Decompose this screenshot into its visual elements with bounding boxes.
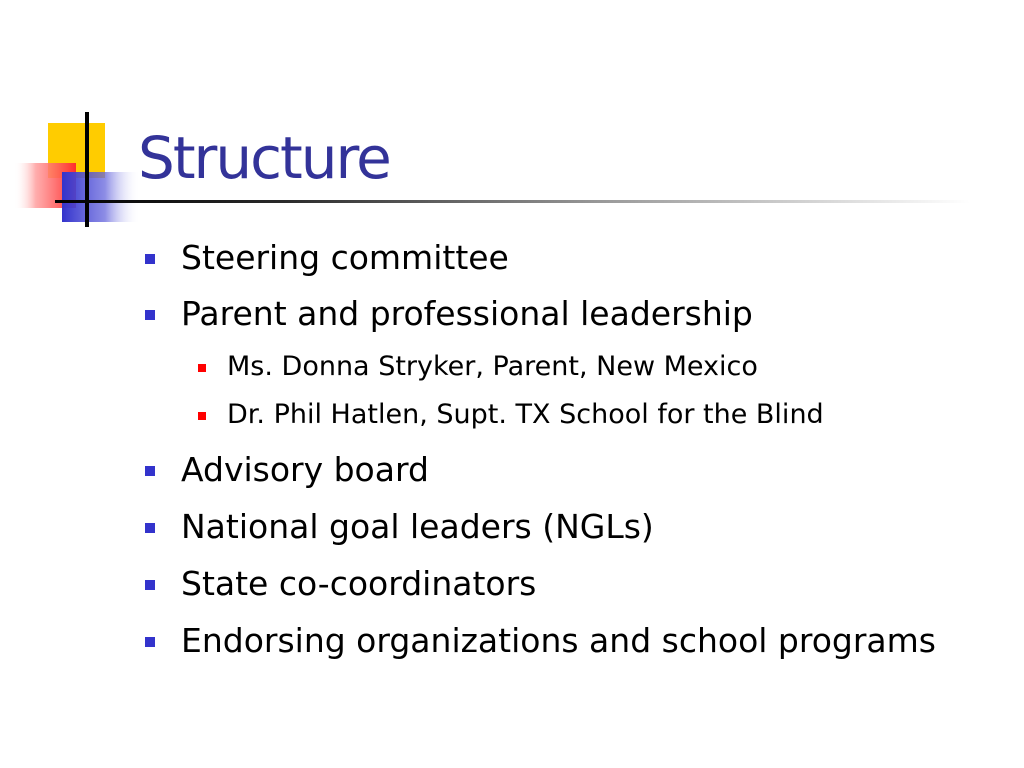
square-bullet-icon [145,580,155,590]
bullet-text: Steering committee [181,238,509,277]
bullet-text: State co-coordinators [181,564,537,603]
bullet-text: Parent and professional leadership [181,294,753,333]
bullet-item [181,564,536,604]
logo-vertical-line [85,112,89,227]
sub-bullet-item [227,350,758,384]
bullet-item [181,450,429,490]
slide-title: Structure [138,124,390,192]
title-underline [55,200,970,203]
bullet-text: Dr. Phil Hatlen, Supt. TX School for the Blind [227,399,824,430]
bullet-item [181,238,509,278]
bullet-text: National goal leaders (NGLs) [181,507,654,546]
bullet-text: Ms. Donna Stryker, Parent, New Mexico [227,351,758,382]
sub-bullet-item [227,398,824,432]
bullet-item [181,294,753,334]
decorative-squares-logo [0,0,160,240]
bullet-item [181,507,654,547]
square-bullet-icon [145,254,155,264]
square-bullet-icon [198,364,206,372]
square-bullet-icon [145,523,155,533]
logo-blue-square [62,172,140,222]
square-bullet-icon [145,310,155,320]
bullet-item [181,621,936,661]
square-bullet-icon [198,412,206,420]
square-bullet-icon [145,637,155,647]
square-bullet-icon [145,466,155,476]
bullet-text: Advisory board [181,450,429,489]
bullet-text: Endorsing organizations and school programs [181,621,936,660]
